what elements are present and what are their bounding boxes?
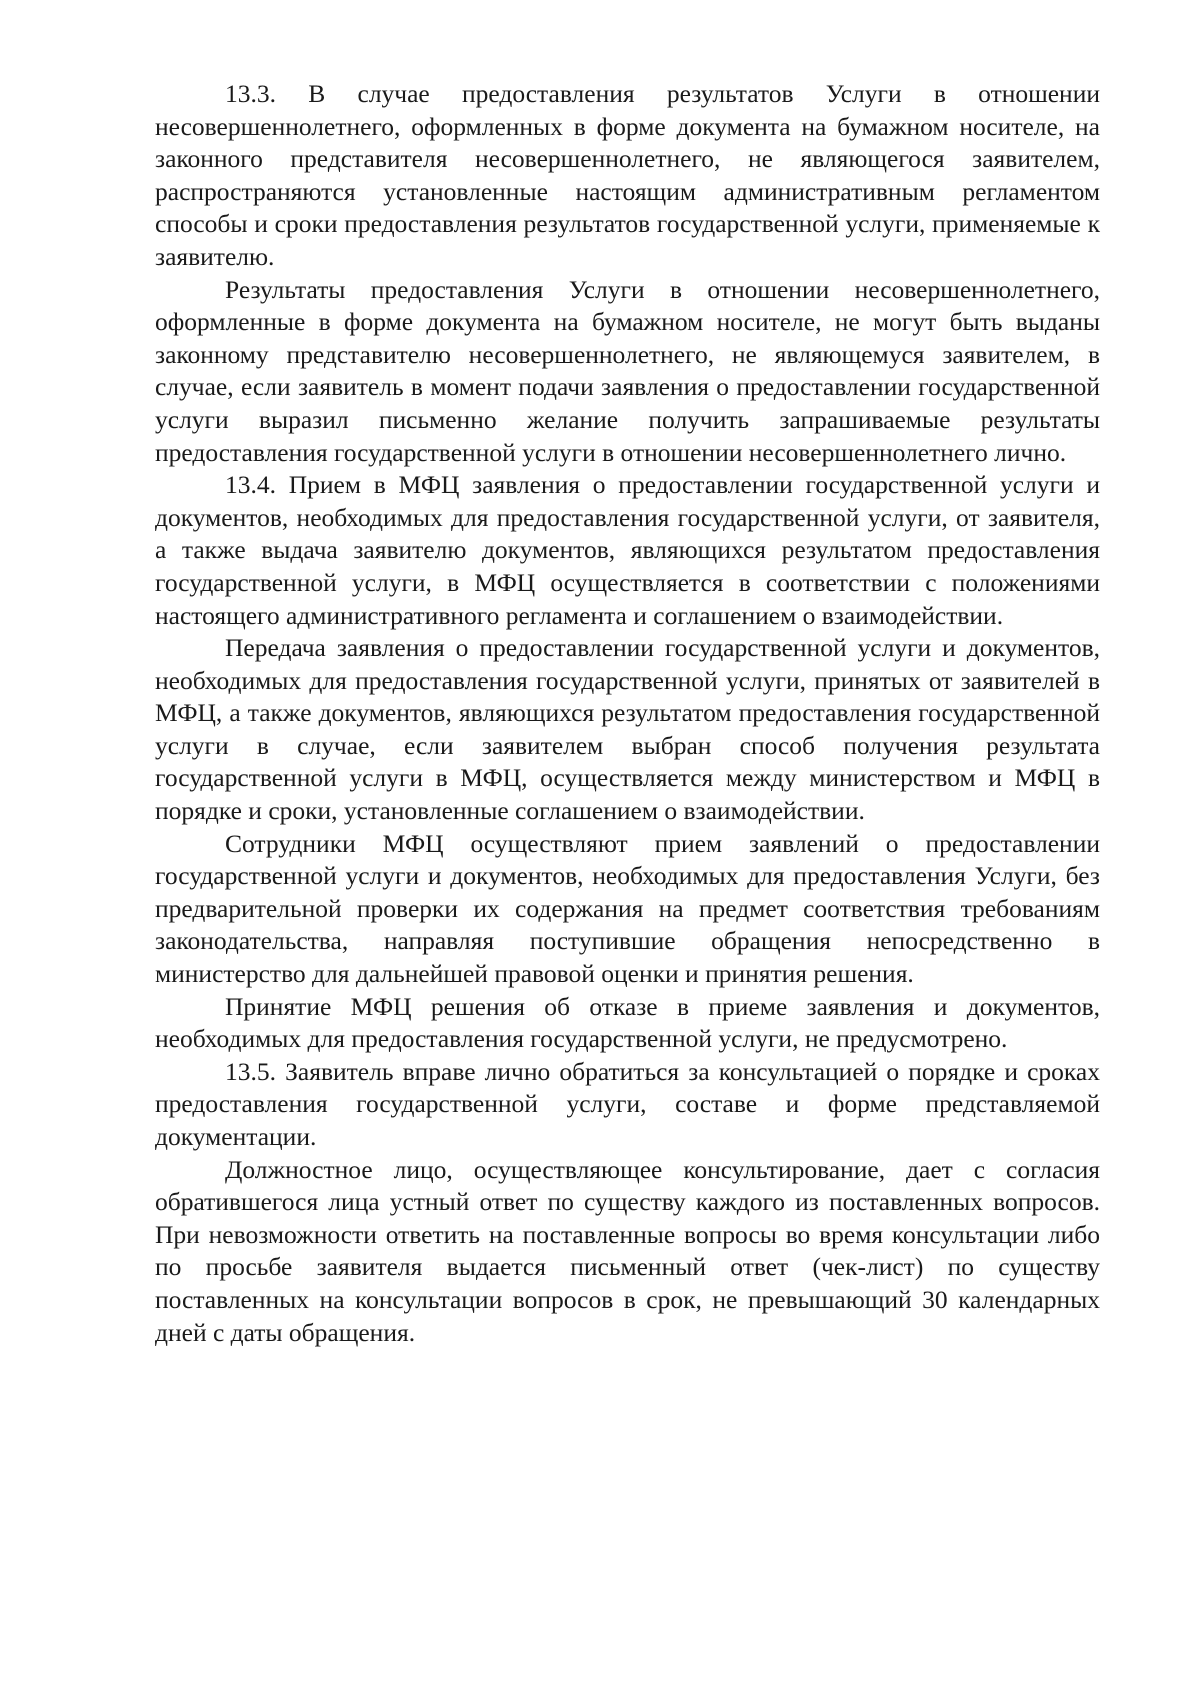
paragraph-transfer-documents: Передача заявления о предоставлении государственной услуги и документов, необходимых для предоставления государственной услуги, принятых от заявителей в МФЦ, а также документов, являющихся результатом предоставления государственной услуги в случае, если заявителем выбран способ получения результата государственной услуги в МФЦ, осуществляется между министерством и МФЦ в порядке и сроки, установленные соглашением о взаимодействии. (155, 633, 1100, 826)
document-body (155, 78, 1100, 1349)
paragraph-results-minor: Результаты предоставления Услуги в отношении несовершеннолетнего, оформленные в форме документа на бумажном носителе, не могут быть выданы законному представителю несовершеннолетнего, не являющемуся заявителем, в случае, если заявитель в момент подачи заявления о предоставлении государственной услуги выразил письменно желание получить запрашиваемые результаты предоставления государственной услуги в отношении несовершеннолетнего лично. (155, 274, 1100, 467)
paragraph-13-3: 13.3. В случае предоставления результатов Услуги в отношении несовершеннолетнего, оформленных в форме документа на бумажном носителе, на законного представителя несовершеннолетнего, не являющегося заявителем, распространяются установленные настоящим административным регламентом способы и сроки предоставления результатов государственной услуги, применяемые к заявителю. (155, 79, 1100, 271)
paragraph-refusal-not-provided: Принятие МФЦ решения об отказе в приеме заявления и документов, необходимых для предоставления государственной услуги, не предусмотрено. (155, 991, 1100, 1054)
paragraph-13-5: 13.5. Заявитель вправе лично обратиться за консультацией о порядке и сроках предоставления государственной услуги, составе и форме представляемой документации. (155, 1056, 1100, 1151)
paragraph-13-4: 13.4. Прием в МФЦ заявления о предоставлении государственной услуги и документов, необходимых для предоставления государственной услуги, от заявителя, а также выдача заявителю документов, являющихся результатом предоставления государственной услуги, в МФЦ осуществляется в соответствии с положениями настоящего административного регламента и соглашением о взаимодействии. (155, 470, 1100, 630)
paragraph-consultation-answer: Должностное лицо, осуществляющее консультирование, дает с согласия обратившегося лица устный ответ по существу каждого из поставленных вопросов. При невозможности ответить на поставленные вопросы во время консультации либо по просьбе заявителя выдается письменный ответ (чек-лист) по существу поставленных на консультации вопросов в срок, не превышающий 30 календарных дней с даты обращения. (155, 1154, 1100, 1347)
paragraph-mfc-staff: Сотрудники МФЦ осуществляют прием заявлений о предоставлении государственной услуги и документов, необходимых для предоставления Услуги, без предварительной проверки их содержания на предмет соответствия требованиям законодательства, направляя поступившие обращения непосредственно в министерство для дальнейшей правовой оценки и принятия решения. (155, 828, 1100, 989)
